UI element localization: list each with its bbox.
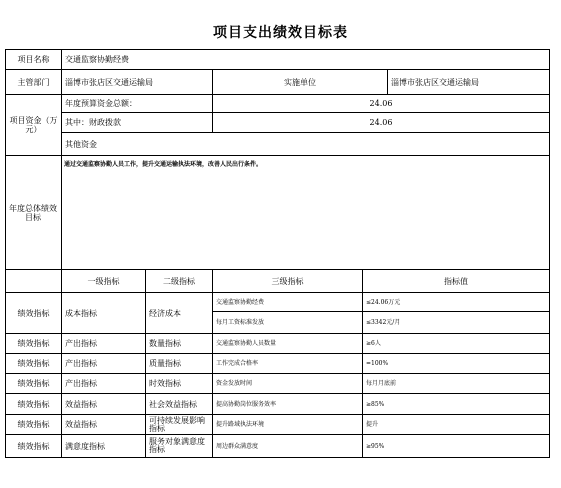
header-level3: 三级指标: [271, 276, 304, 286]
indicator-category: 绩效指标: [17, 420, 50, 429]
indicator-value: =100%: [366, 360, 389, 367]
indicator-category: 绩效指标: [17, 379, 50, 388]
indicator-level1: 产出指标: [65, 379, 97, 388]
indicator-value: 提升: [366, 421, 379, 428]
funds-fiscal-label: 其中：财政拨款: [65, 118, 121, 127]
indicator-category: 绩效指标: [17, 339, 50, 348]
indicator-category: 绩效指标: [17, 399, 50, 409]
indicator-level3: 交通监察协勤经费: [216, 298, 265, 306]
indicator-category: 绩效指标: [17, 359, 50, 368]
annual-goal-text: 通过交通监察协勤人员工作，提升交通运输执法环境，改善人民出行条件。: [64, 160, 263, 168]
indicator-category: 绩效指标: [17, 308, 50, 318]
dept-value: 淄博市张店区交通运输局: [65, 77, 153, 87]
project-name-value: 交通监察协勤经费: [65, 55, 129, 64]
indicator-level3: 每月工资标准发放: [216, 319, 265, 326]
header-value: 指标值: [444, 276, 468, 286]
indicator-level3: 交通监察协勤人员数量: [216, 340, 277, 347]
indicator-level2: 可持续发展影响指标: [149, 415, 205, 433]
dept-label: 主管部门: [17, 77, 50, 87]
indicator-level2: 质量指标: [149, 359, 181, 368]
indicator-level3: 资金发放时间: [216, 380, 253, 387]
project-name-label: 项目名称: [17, 55, 50, 64]
indicator-level1: 效益指标: [65, 399, 97, 409]
indicator-value: ≤3342元/月: [366, 319, 401, 326]
indicator-level1: 产出指标: [65, 339, 97, 348]
indicator-value: ≥95%: [366, 442, 385, 450]
indicator-value: ≤24.06万元: [366, 298, 401, 306]
indicator-value: ≥6人: [366, 340, 381, 347]
impl-unit-value: 淄博市张店区交通运输局: [391, 77, 479, 87]
indicator-level2: 社会效益指标: [149, 399, 197, 409]
indicator-level3: 提高协勤岗位服务效率: [216, 400, 277, 408]
header-level1: 一级指标: [87, 276, 120, 286]
indicator-level1: 成本指标: [65, 308, 97, 318]
funds-label: 项目资金（万元）: [9, 116, 58, 134]
indicator-level2: 时效指标: [149, 379, 181, 388]
funds-other-label: 其他资金: [65, 139, 97, 149]
indicator-category: 绩效指标: [17, 441, 50, 451]
target-table: [5, 49, 550, 458]
indicator-level1: 效益指标: [65, 420, 97, 429]
funds-total-label: 年度预算资金总额：: [65, 99, 137, 108]
page-title: 项目支出绩效目标表: [213, 25, 348, 41]
annual-goal-label: 年度总体绩效目标: [9, 203, 57, 222]
funds-total-value: 24.06: [369, 99, 393, 108]
indicator-level3: 周边群众满意度: [216, 442, 259, 450]
indicator-level2: 经济成本: [149, 308, 181, 318]
indicator-level2: 服务对象满意度指标: [149, 437, 205, 454]
indicator-level3: 工作完成合格率: [216, 360, 259, 367]
funds-fiscal-value: 24.06: [369, 118, 393, 127]
impl-unit-label: 实施单位: [284, 77, 316, 87]
indicator-level1: 满意度指标: [65, 441, 105, 451]
indicator-level2: 数量指标: [149, 339, 181, 348]
indicator-level1: 产出指标: [65, 359, 97, 368]
indicator-level3: 提升路域执法环境: [216, 421, 265, 428]
header-level2: 二级指标: [163, 276, 195, 286]
indicator-value: 每月月底前: [366, 380, 397, 387]
indicator-value: ≥85%: [366, 400, 385, 408]
